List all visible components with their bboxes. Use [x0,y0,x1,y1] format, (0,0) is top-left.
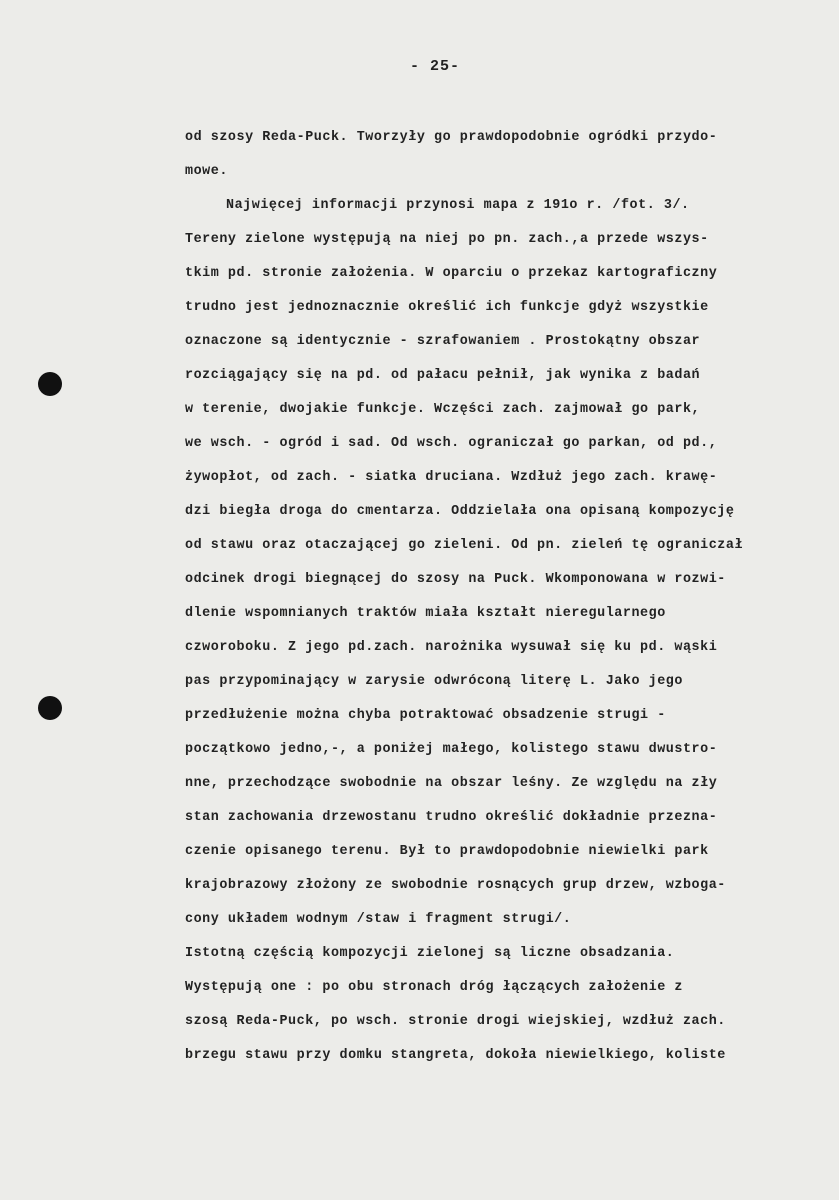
text-line: w terenie, dwojakie funkcje. Wczęści zach. zajmował go park, [185,402,701,417]
text-line: tkim pd. stronie założenia. W oparciu o przekaz kartograficzny [185,266,718,281]
text-line: Istotną częścią kompozycji zielonej są liczne obsadzania. [185,946,675,961]
punch-hole-bottom [38,696,62,720]
text-line: trudno jest jednoznacznie określić ich funkcje gdyż wszystkie [185,300,709,315]
punch-hole-top [38,372,62,396]
page-number: - 25- [409,58,460,75]
text-line: oznaczone są identycznie - szrafowaniem . Prostokątny obszar [185,334,701,349]
text-line: żywopłot, od zach. - siatka druciana. Wzdłuż jego zach. krawę- [185,470,718,485]
text-line: rozciągający się na pd. od pałacu pełnił, jak wynika z badań [185,368,701,383]
text-line: krajobrazowy złożony ze swobodnie rosnących grup drzew, wzboga- [185,878,726,893]
text-line: pas przypominający w zarysie odwróconą literę L. Jako jego [185,674,683,689]
text-line: nne, przechodzące swobodnie na obszar leśny. Ze względu na zły [185,776,718,791]
text-line: dzi biegła droga do cmentarza. Oddzielała ona opisaną kompozycję [185,504,735,519]
text-line: Najwięcej informacji przynosi mapa z 191o r. /fot. 3/. [226,198,690,213]
text-line: dlenie wspomnianych traktów miała kształt nieregularnego [185,606,666,621]
text-line: Występują one : po obu stronach dróg łączących założenie z [185,980,683,995]
text-line: Tereny zielone występują na niej po pn. zach.,a przede wszys- [185,232,709,247]
text-line: stan zachowania drzewostanu trudno określić dokładnie przezna- [185,810,718,825]
text-line: początkowo jedno,-, a poniżej małego, kolistego stawu dwustro- [185,742,718,757]
text-line: czenie opisanego terenu. Był to prawdopodobnie niewielki park [185,844,709,859]
text-line: czworoboku. Z jego pd.zach. narożnika wysuwał się ku pd. wąski [185,640,718,655]
text-line: cony układem wodnym /staw i fragment strugi/. [185,912,572,927]
text-line: przedłużenie można chyba potraktować obsadzenie strugi - [185,708,666,723]
text-line: odcinek drogi biegnącej do szosy na Puck. Wkomponowana w rozwi- [185,572,726,587]
text-line: brzegu stawu przy domku stangreta, dokoła niewielkiego, koliste [185,1048,726,1063]
text-line: mowe. [185,164,228,179]
text-line: szosą Reda-Puck, po wsch. stronie drogi wiejskiej, wzdłuż zach. [185,1014,726,1029]
text-line: we wsch. - ogród i sad. Od wsch. ograniczał go parkan, od pd., [185,436,718,451]
text-line: od szosy Reda-Puck. Tworzyły go prawdopodobnie ogródki przydo- [185,130,718,145]
text-line: od stawu oraz otaczającej go zieleni. Od pn. zieleń tę ograniczał [185,538,744,553]
